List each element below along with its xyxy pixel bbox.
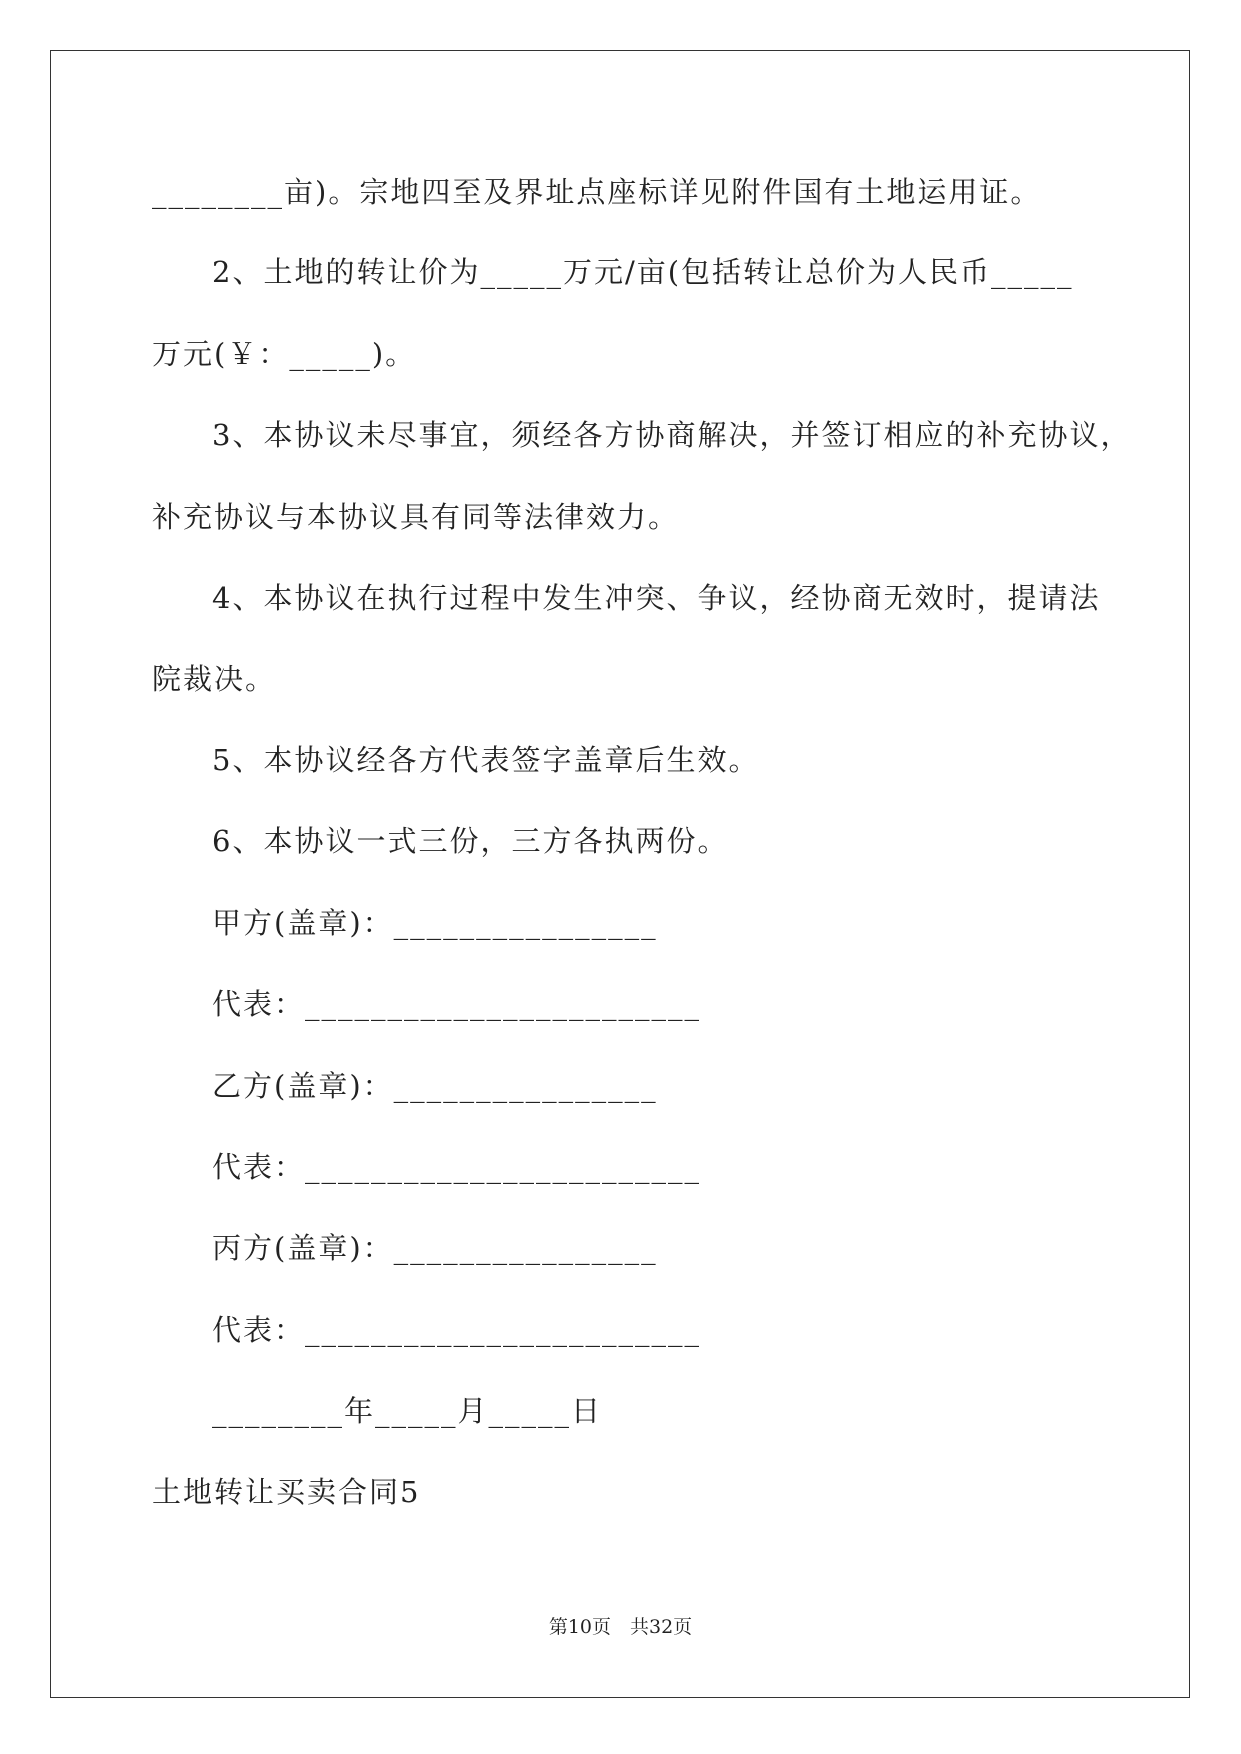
clause-2-line-2: 万元(￥：_____)。 (152, 337, 417, 371)
clause-3-line-1: 3、本协议未尽事宜，须经各方协商解决，并签订相应的补充协议， (212, 418, 1132, 452)
party-a-seal-field: 甲方(盖章)：________________ (212, 906, 658, 940)
page-border (50, 50, 1190, 1698)
party-a-representative-field: 代表：________________________ (212, 987, 702, 1021)
date-field: ________年_____月_____日 (212, 1394, 603, 1428)
party-c-representative-field: 代表：________________________ (212, 1313, 702, 1347)
page-footer: 第10页 共32页 (548, 1616, 693, 1638)
party-b-seal-field: 乙方(盖章)：________________ (212, 1069, 658, 1103)
clause-5: 5、本协议经各方代表签字盖章后生效。 (212, 743, 760, 777)
party-b-representative-field: 代表：________________________ (212, 1150, 702, 1184)
clause-2-line-1: 2、土地的转让价为_____万元/亩(包括转让总价为人民币_____ (212, 255, 1074, 289)
clause-4-line-2: 院裁决。 (152, 662, 277, 696)
party-c-seal-field: 丙方(盖章)：________________ (212, 1231, 658, 1265)
text-line-1: ________亩)。宗地四至及界址点座标详见附件国有土地运用证。 (152, 175, 1042, 209)
clause-4-line-1: 4、本协议在执行过程中发生冲突、争议，经协商无效时，提请法 (212, 581, 1101, 615)
clause-3-line-2: 补充协议与本协议具有同等法律效力。 (152, 500, 680, 534)
clause-6: 6、本协议一式三份，三方各执两份。 (212, 824, 729, 858)
section-heading: 土地转让买卖合同5 (152, 1475, 421, 1509)
